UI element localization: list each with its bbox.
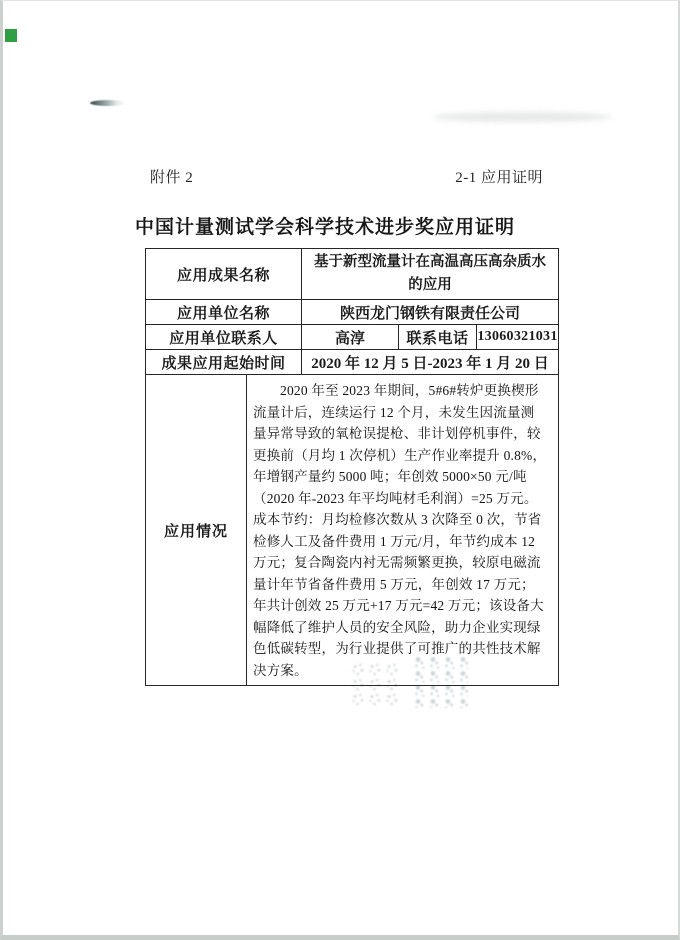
result-name-label: 应用成果名称 [146,249,302,299]
details-line: 量异常导致的氧枪误提枪、非计划停机事件，较 [253,426,541,441]
details-line: 幅降低了维护人员的安全风险，助力企业实现绿 [253,619,541,635]
details-line: 年增钢产量约 5000 吨；年创效 5000×50 元/吨 [253,469,527,484]
details-line: 2020 年至 2023 年期间，5#6#转炉更换楔形 [280,383,539,398]
details-line: 更换前（月均 1 次停机）生产作业率提升 0.8%， [253,447,547,463]
doc-number: 2-1 应用证明 [455,169,543,186]
result-name-value: 基于新型流量计在高温高压高杂质水的应用 [314,254,546,293]
details-line: 万元；复合陶瓷内衬无需频繁更换，较原电磁流 [253,555,541,570]
contact-label: 应用单位联系人 [146,325,302,349]
table-row-application-details [146,375,558,685]
certificate-table [145,248,559,686]
unit-name-label: 应用单位名称 [146,300,302,324]
details-line: （2020 年-2023 年平均吨材毛利润）=25 万元。 [253,490,538,506]
details-line: 决方案。 [253,662,308,678]
details-line: 流量计后，连续运行 12 个月，未发生因流量测 [253,404,535,420]
application-details-label: 应用情况 [146,375,247,685]
details-line: 成本节约：月均检修次数从 3 次降至 0 次，节省 [253,512,542,527]
details-line: 年共计创效 25 万元+17 万元=42 万元；该设备大 [253,598,544,613]
table-row-start-time [146,350,558,375]
application-details-text [247,375,558,685]
details-line: 量计年节省备件费用 5 万元，年创效 17 万元； [253,576,535,592]
contact-name-value: 高淳 [302,325,399,349]
start-time-label: 成果应用起始时间 [146,350,302,374]
phone-label: 联系电话 [399,325,477,349]
details-line: 色低碳转型，为行业提供了可推广的共性技术解 [253,641,541,656]
start-time-value: 2020 年 12 月 5 日-2023 年 1 月 20 日 [311,355,549,372]
ink-smear-artifact [90,100,126,106]
document-header-line [150,166,543,186]
details-line: 检修人工及备件费用 1 万元/月，年节约成本 12 [253,533,536,549]
green-corner-mark [5,29,17,42]
faint-scan-streak [432,112,612,122]
attachment-label: 附件 2 [150,169,194,186]
table-row-contact [146,325,558,350]
table-row-unit-name [146,300,558,325]
unit-name-value: 陕西龙门钢铁有限责任公司 [339,305,520,322]
page-title: 中国计量测试学会科学技术进步奖应用证明 [134,217,515,238]
table-row-result-name [146,249,558,300]
phone-value: 13060321031 [477,329,558,344]
